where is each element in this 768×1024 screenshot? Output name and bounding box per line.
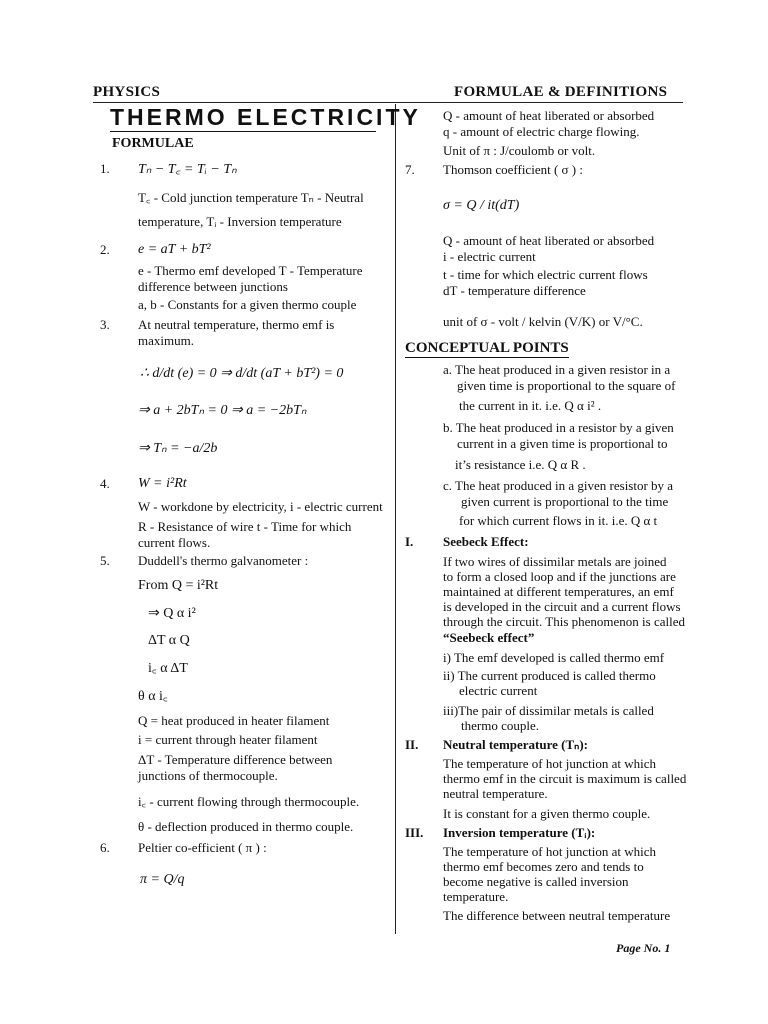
text-line: given current is proportional to the time (461, 494, 669, 509)
item-number: 7. (405, 162, 415, 177)
text-line: ii) The current produced is called thermo (443, 668, 656, 683)
text-line: thermo emf becomes zero and tends to (443, 859, 644, 874)
text-line: current in a given time is proportional to (457, 436, 668, 451)
section-heading: Inversion temperature (Tᵢ): (443, 825, 596, 840)
section-label: FORMULAE & DEFINITIONS (454, 84, 668, 100)
equation: ⇒ Q α i² (148, 606, 196, 621)
text-line: R - Resistance of wire t - Time for which (138, 519, 352, 534)
equation: π = Q/q (140, 872, 185, 887)
equation: ∴ d/dt (e) = 0 ⇒ d/dt (aT + bT²) = 0 (140, 366, 344, 381)
equation: Tₙ − T꜀ = Tᵢ − Tₙ (138, 162, 237, 177)
text-line: Q = heat produced in heater filament (138, 713, 330, 728)
title-underline (110, 131, 376, 132)
text-line: the current in it. i.e. Q α i² . (459, 398, 602, 413)
text-line: i - electric current (443, 249, 536, 264)
text-line: Q - amount of heat liberated or absorbed (443, 108, 655, 123)
section-number: I. (405, 534, 414, 549)
page-title: THERMO ELECTRICITY (110, 104, 421, 130)
equation: ⇒ Tₙ = −a/2b (138, 441, 218, 456)
equation: σ = Q / it(dT) (443, 198, 520, 213)
header-rule (93, 102, 683, 103)
text-line: “Seebeck effect” (443, 630, 535, 645)
section-heading: Seebeck Effect: (443, 534, 529, 549)
text-line: W - workdone by electricity, i - electric current (138, 499, 383, 514)
equation: e = aT + bT² (138, 242, 211, 257)
text-line: it’s resistance i.e. Q α R . (455, 457, 586, 472)
equation: θ α i꜀ (138, 689, 168, 704)
text-line: through the circuit. This phenomenon is called (443, 614, 686, 629)
item-number: 3. (100, 317, 110, 332)
text-line: current flows. (138, 535, 211, 550)
text-line: θ - deflection produced in thermo couple. (138, 819, 354, 834)
text-line: Q - amount of heat liberated or absorbed (443, 233, 655, 248)
text-line: ΔT - Temperature difference between (138, 752, 333, 767)
equation: ⇒ a + 2bTₙ = 0 ⇒ a = −2bTₙ (138, 403, 307, 418)
text-line: The difference between neutral temperature (443, 908, 671, 923)
equation: ΔT α Q (148, 633, 190, 648)
text-line: dT - temperature difference (443, 283, 586, 298)
text-line: i꜀ - current flowing through thermocouple. (138, 794, 360, 809)
text-line: The temperature of hot junction at which (443, 844, 656, 859)
text-line: given time is proportional to the square of (457, 378, 676, 393)
conceptual-points-heading: CONCEPTUAL POINTS (405, 340, 569, 356)
text-line: unit of σ - volt / kelvin (V/K) or V/°C. (443, 314, 643, 329)
text-line: neutral temperature. (443, 786, 548, 801)
text-line: Thomson coefficient ( σ ) : (443, 162, 583, 177)
section-number: III. (405, 825, 424, 840)
text-line: e - Thermo emf developed T - Temperature (138, 263, 363, 278)
section-number: II. (405, 737, 419, 752)
text-line: At neutral temperature, thermo emf is (138, 317, 335, 332)
page-number: Page No. 1 (616, 941, 671, 955)
text-line: thermo couple. (461, 718, 539, 733)
text-line: b. The heat produced in a resistor by a given (443, 420, 674, 435)
subject-label: PHYSICS (93, 84, 161, 100)
text-line: become negative is called inversion (443, 874, 629, 889)
text-line: maintained at different temperatures, an emf (443, 584, 674, 599)
text-line: difference between junctions (138, 279, 288, 294)
equation: i꜀ α ΔT (148, 661, 188, 676)
text-line: c. The heat produced in a given resistor by a (443, 478, 674, 493)
equation: From Q = i²Rt (138, 578, 219, 593)
text-line: i = current through heater filament (138, 732, 318, 747)
text-line: electric current (459, 683, 538, 698)
text-line: i) The emf developed is called thermo emf (443, 650, 665, 665)
text-line: temperature. (443, 889, 509, 904)
item-number: 4. (100, 476, 110, 491)
text-line: It is constant for a given thermo couple. (443, 806, 651, 821)
text-line: to form a closed loop and if the junctions are (443, 569, 676, 584)
item-number: 2. (100, 242, 110, 257)
text-line: thermo emf in the circuit is maximum is called (443, 771, 687, 786)
text-line: for which current flows in it. i.e. Q α t (459, 513, 658, 528)
formulae-heading: FORMULAE (112, 136, 194, 151)
text-line: Unit of π : J/coulomb or volt. (443, 143, 596, 158)
item-number: 1. (100, 161, 110, 176)
column-divider (395, 104, 396, 934)
text-line: is developed in the circuit and a current flows (443, 599, 681, 614)
text-line: The temperature of hot junction at which (443, 756, 656, 771)
text-line: a. The heat produced in a given resistor in a (443, 362, 671, 377)
section-heading: Neutral temperature (Tₙ): (443, 737, 588, 752)
text-line: t - time for which electric current flows (443, 267, 648, 282)
text-line: temperature, Tᵢ - Inversion temperature (138, 214, 342, 229)
heading-underline (405, 357, 569, 358)
text-line: junctions of thermocouple. (138, 768, 278, 783)
text-line: q - amount of electric charge flowing. (443, 124, 640, 139)
text-line: Duddell's thermo galvanometer : (138, 553, 309, 568)
item-number: 6. (100, 840, 110, 855)
text-line: a, b - Constants for a given thermo couple (138, 297, 357, 312)
equation: W = i²Rt (138, 476, 187, 491)
text-line: If two wires of dissimilar metals are joined (443, 554, 667, 569)
item-number: 5. (100, 553, 110, 568)
text-line: iii)The pair of dissimilar metals is called (443, 703, 654, 718)
text-line: T꜀ - Cold junction temperature Tₙ - Neutral (138, 190, 364, 205)
text-line: maximum. (138, 333, 194, 348)
text-line: Peltier co-efficient ( π ) : (138, 840, 267, 855)
